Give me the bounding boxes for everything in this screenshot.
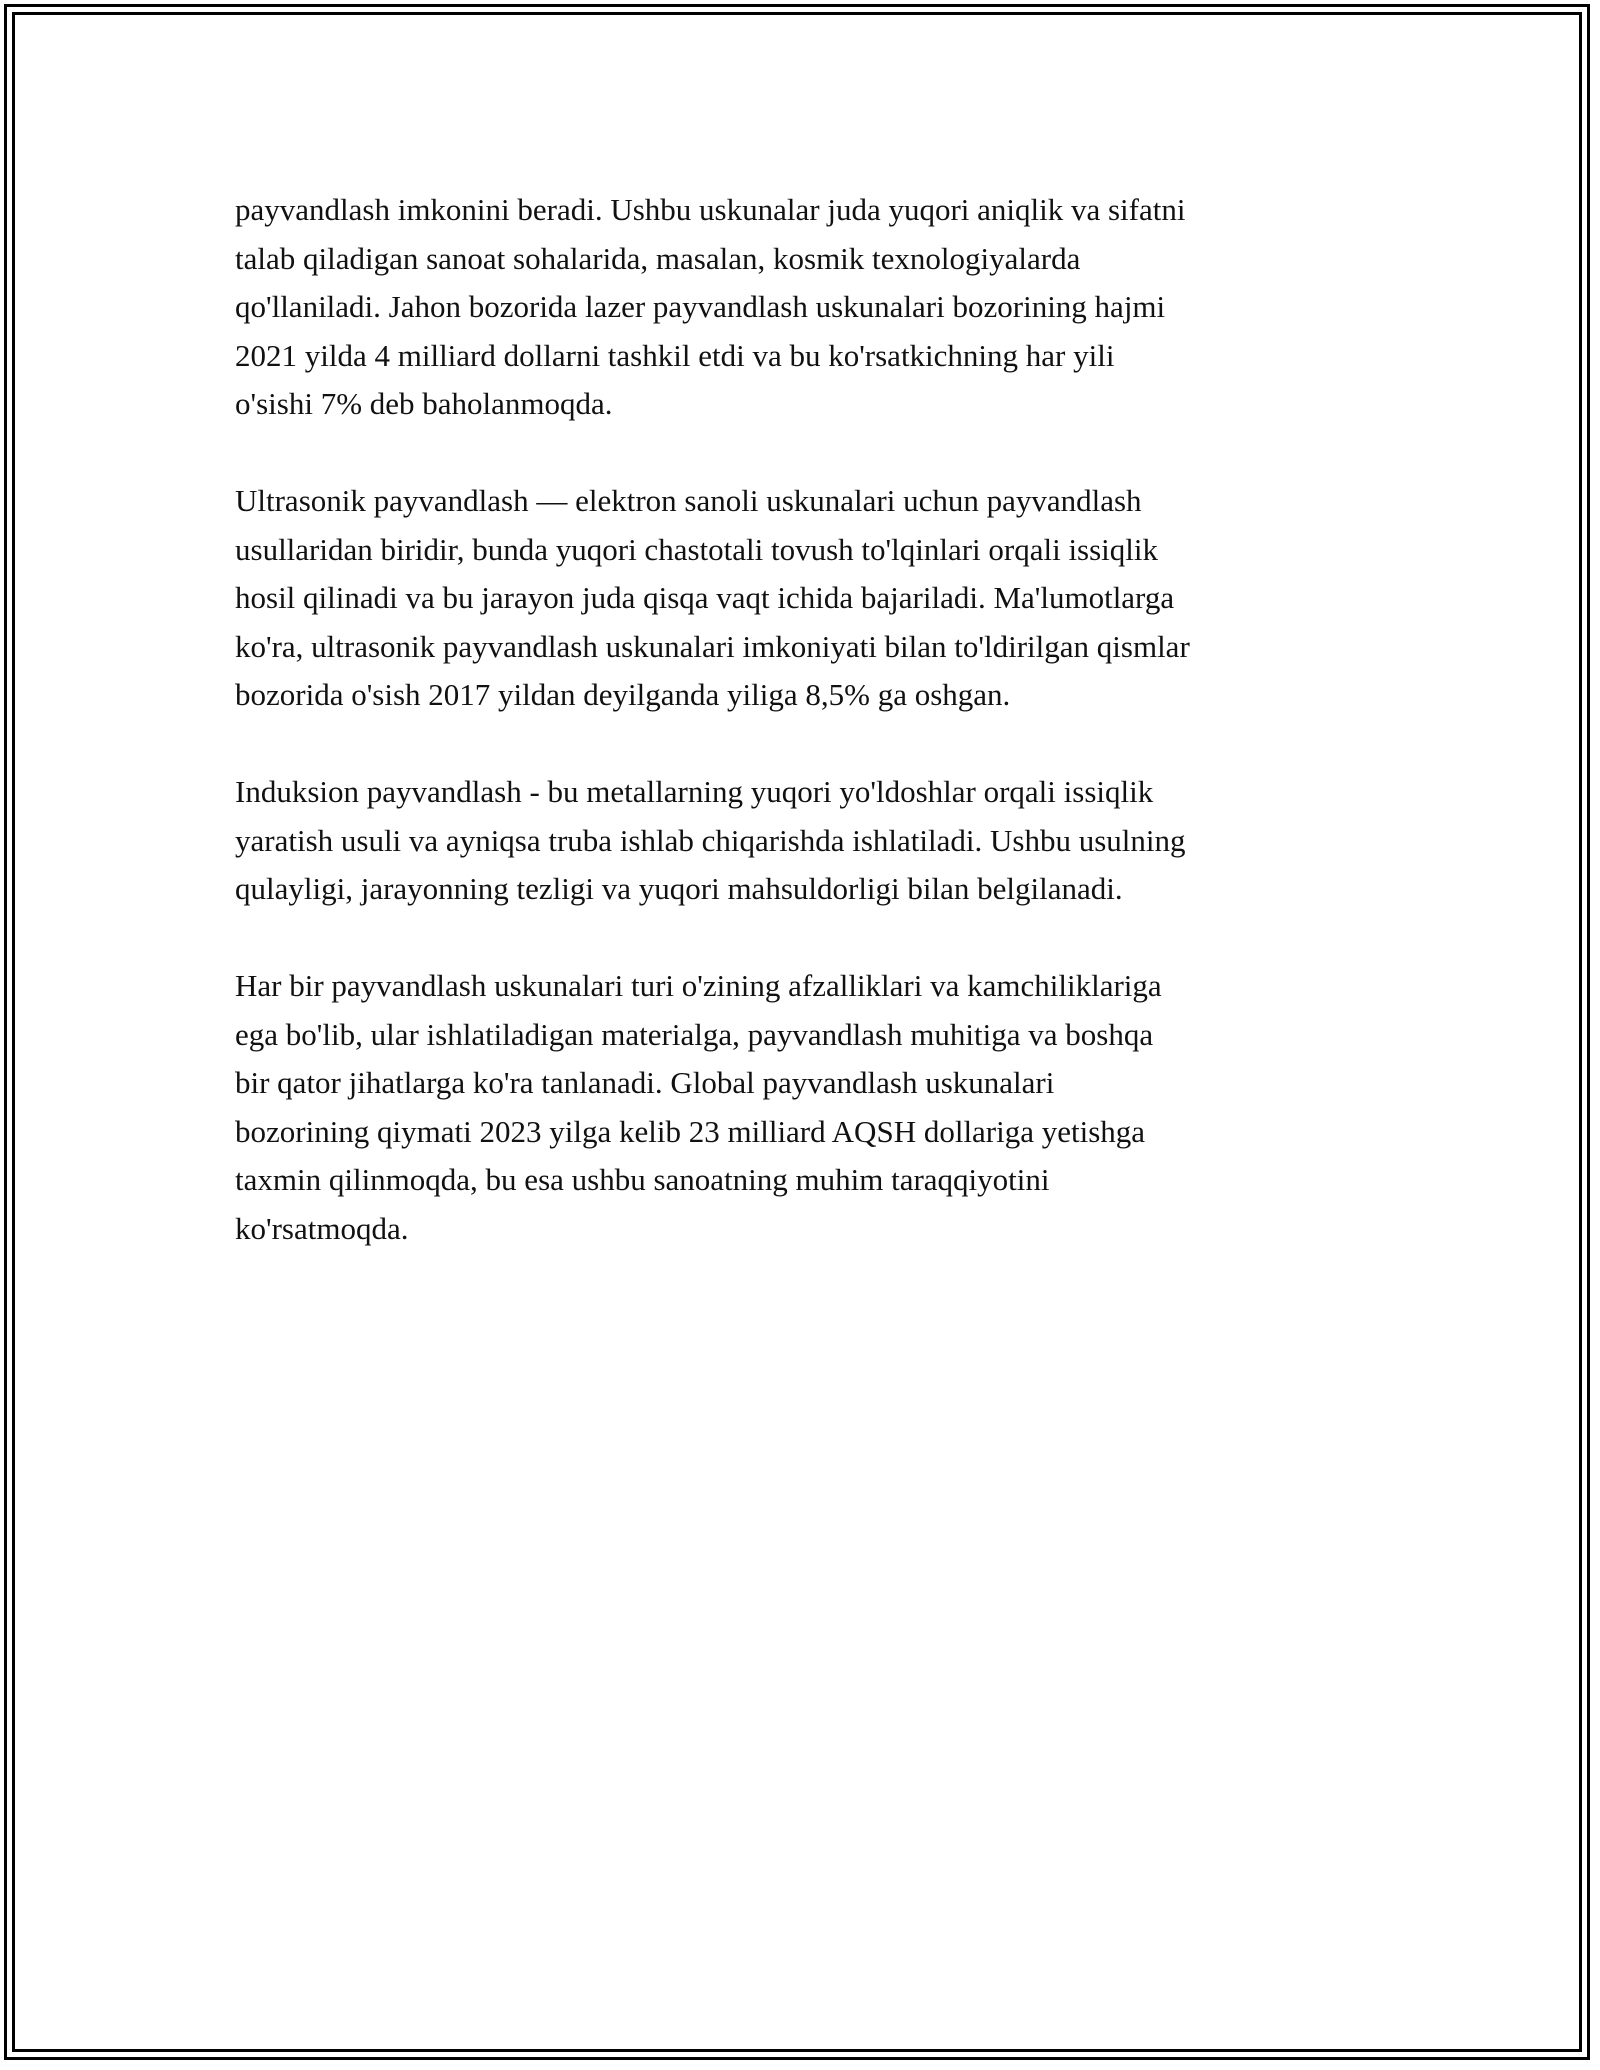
text-line: payvandlash imkonini beradi. Ushbu uskunalar juda yuqori aniqlik va sifatni [235,192,1186,227]
text-line: Induksion payvandlash - bu metallarning yuqori yo'ldoshlar orqali issiqlik [235,774,1154,809]
document-body [235,186,1370,1302]
text-line: bozorida o'sish 2017 yildan deyilganda yiliga 8,5% ga oshgan. [235,677,1011,712]
paragraph-laser-welding [235,186,1370,429]
text-line: taxmin qilinmoqda, bu esa ushbu sanoatning muhim taraqqiyotini [235,1162,1050,1197]
text-line: 2021 yilda 4 milliard dollarni tashkil etdi va bu ko'rsatkichning har yili [235,337,1115,373]
text-line: ko'rsatmoqda. [235,1210,409,1246]
paragraph-conclusion [235,962,1370,1253]
text-line: usullaridan biridir, bunda yuqori chastotali tovush to'lqinlari orqali issiqlik [235,531,1159,567]
paragraph-induction-welding [235,768,1370,914]
text-line: ega bo'lib, ular ishlatiladigan materialga, payvandlash muhitiga va boshqa [235,1016,1154,1052]
text-line: Har bir payvandlash uskunalari turi o'zining afzalliklari va kamchiliklariga [235,968,1162,1003]
text-line: qo'llaniladi. Jahon bozorida lazer payvandlash uskunalari bozorining hajmi [235,289,1166,324]
paragraph-ultrasonic-welding [235,477,1370,720]
text-line: ko'ra, ultrasonik payvandlash uskunalari imkoniyati bilan to'ldirilgan qismlar [235,628,1190,664]
text-line: o'sishi 7% deb baholanmoqda. [235,386,613,421]
text-line: yaratish usuli va ayniqsa truba ishlab chiqarishda ishlatiladi. Ushbu usulning [235,822,1186,858]
text-line: talab qiladigan sanoat sohalarida, masalan, kosmik texnologiyalarda [235,240,1081,276]
text-line: bozorining qiymati 2023 yilga kelib 23 milliard AQSH dollariga yetishga [235,1113,1146,1149]
text-line: hosil qilinadi va bu jarayon juda qisqa vaqt ichida bajariladi. Ma'lumotlarga [235,580,1175,615]
text-line: qulayligi, jarayonning tezligi va yuqori mahsuldorligi bilan belgilanadi. [235,871,1123,906]
text-line: Ultrasonik payvandlash — elektron sanoli uskunalari uchun payvandlash [235,483,1142,518]
text-line: bir qator jihatlarga ko'ra tanlanadi. Global payvandlash uskunalari [235,1065,1055,1100]
